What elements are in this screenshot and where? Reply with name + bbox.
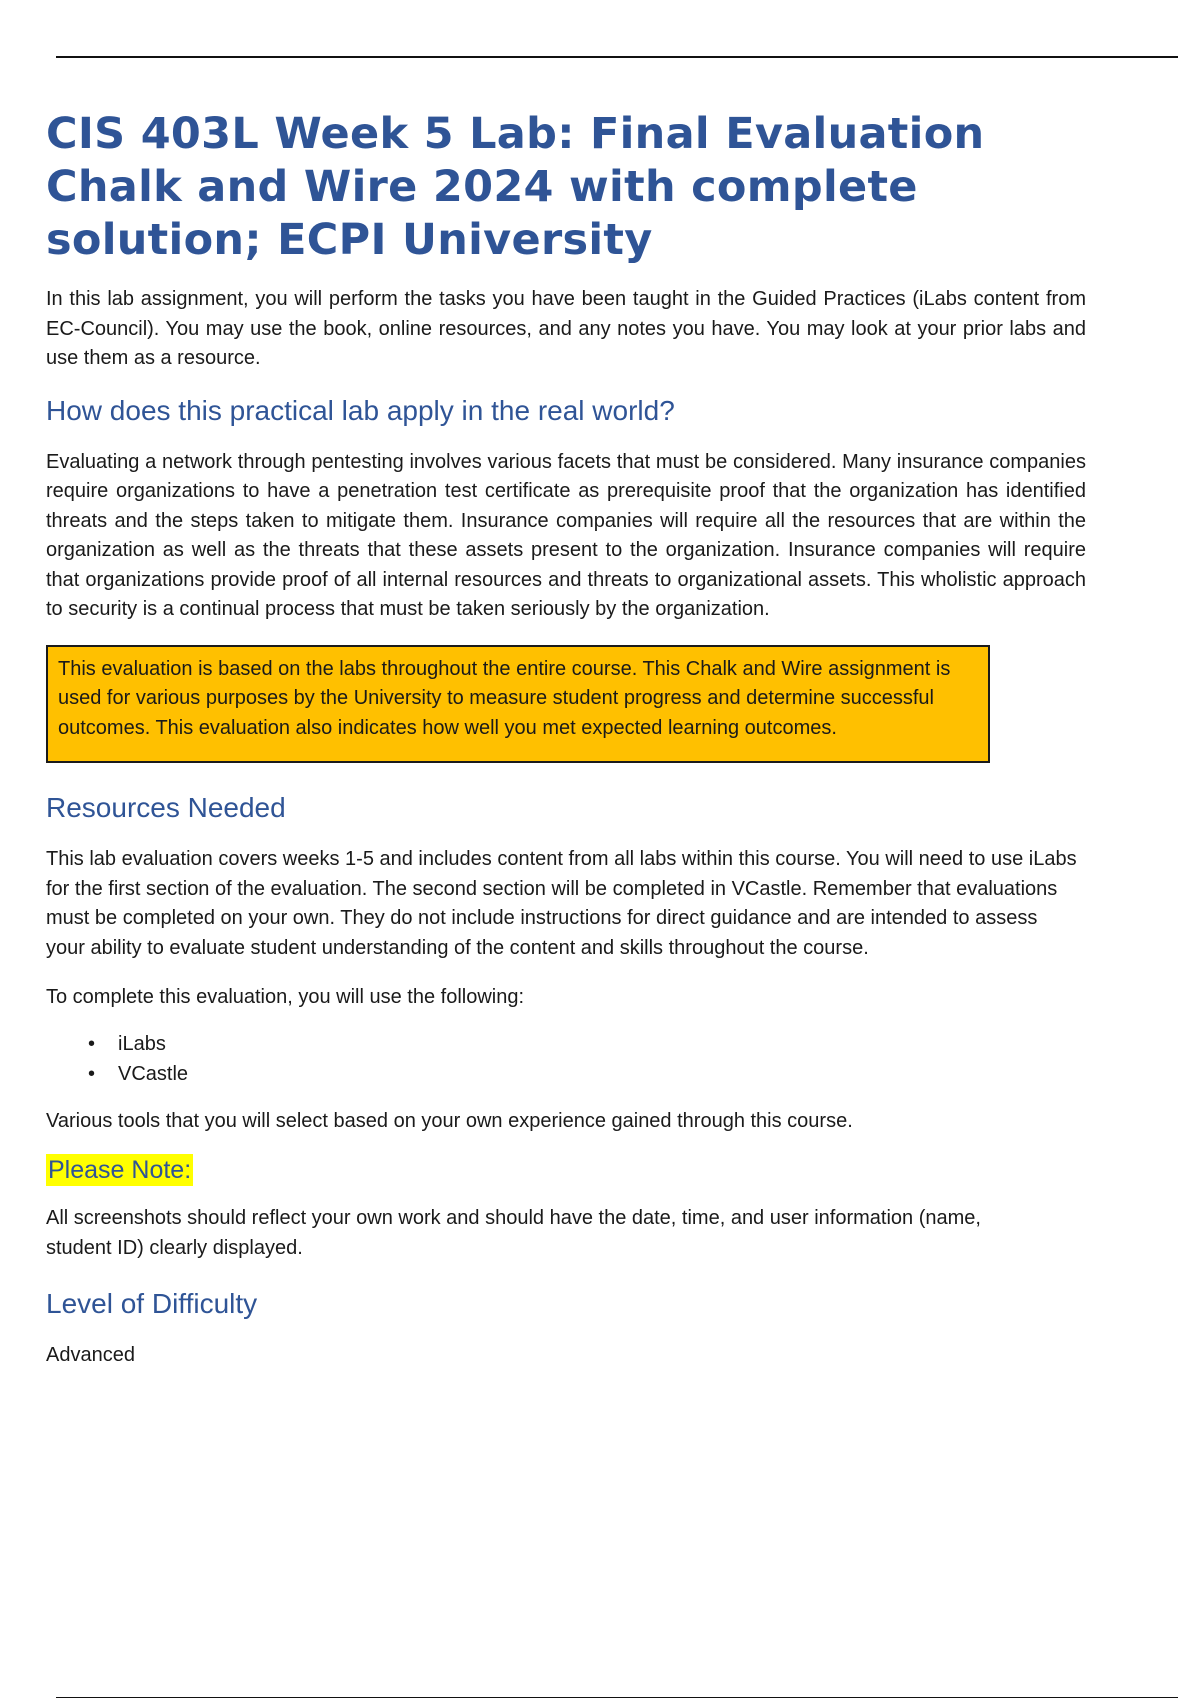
- tools-paragraph: Various tools that you will select based on your own experience gained through this course.: [46, 1109, 853, 1132]
- real-world-heading: How does this practical lab apply in the real world?: [46, 394, 675, 426]
- difficulty-value: Advanced: [46, 1344, 135, 1366]
- please-note-label: Please Note:: [48, 1156, 192, 1184]
- list-item-label: VCastle: [118, 1062, 189, 1085]
- resources-paragraph: This lab evaluation covers weeks 1-5 and includes content from all labs within this course. You will need to use iLabs for the first section of the evaluation. The second section will be completed in VCastle. Remember that evaluations must be completed on your own. They do not include instructions for direct guidance and are intended to assess your ability to evaluate student understanding of the content and skills throughout the course.: [46, 848, 1077, 959]
- document-title: CIS 403L Week 5 Lab: Final Evaluation Chalk and Wire 2024 with complete solution; ECPI University: [46, 109, 985, 265]
- intro-paragraph: In this lab assignment, you will perform the tasks you have been taught in the Guided Practices (iLabs content from EC-Council). You may use the book, online resources, and any notes you have. You may look at your prior labs and use them as a resource.: [46, 288, 1086, 369]
- difficulty-heading: Level of Difficulty: [46, 1288, 258, 1319]
- evaluation-callout: This evaluation is based on the labs throughout the entire course. This Chalk and Wire assignment is used for various purposes by the University to measure student progress and determine successful outcomes. This evaluation also indicates how well you met expected learning outcomes.: [46, 645, 990, 764]
- list-item-label: iLabs: [118, 1032, 166, 1055]
- document-page: [46, 108, 1086, 1371]
- header-rule: [56, 56, 1178, 58]
- resources-heading: Resources Needed: [46, 792, 286, 823]
- real-world-paragraph: Evaluating a network through pentesting involves various facets that must be considered. Many insurance companies require organizations to have a penetration test certificate as prerequisite proof that the organization has identified threats and the steps taken to mitigate them. Insurance companies will require all the resources that are within the organization as well as the threats that these assets present to the organization. Insurance companies will require that organizations provide proof of all internal resources and threats to organizational assets. This wholistic approach to security is a continual process that must be taken seriously by the organization.: [46, 450, 1086, 620]
- note-paragraph: All screenshots should reflect your own work and should have the date, time, and user information (name, student ID) clearly displayed.: [46, 1207, 981, 1259]
- bullet-icon: •: [88, 1062, 96, 1085]
- list-item: [88, 1059, 1086, 1089]
- list-item: [88, 1029, 1086, 1059]
- resources-lead-in: To complete this evaluation, you will use the following:: [46, 986, 525, 1008]
- footer-rule: [56, 1697, 1178, 1698]
- bullet-icon: •: [88, 1032, 96, 1055]
- note-heading-row: [46, 1154, 1086, 1186]
- resources-list: [46, 1029, 1086, 1089]
